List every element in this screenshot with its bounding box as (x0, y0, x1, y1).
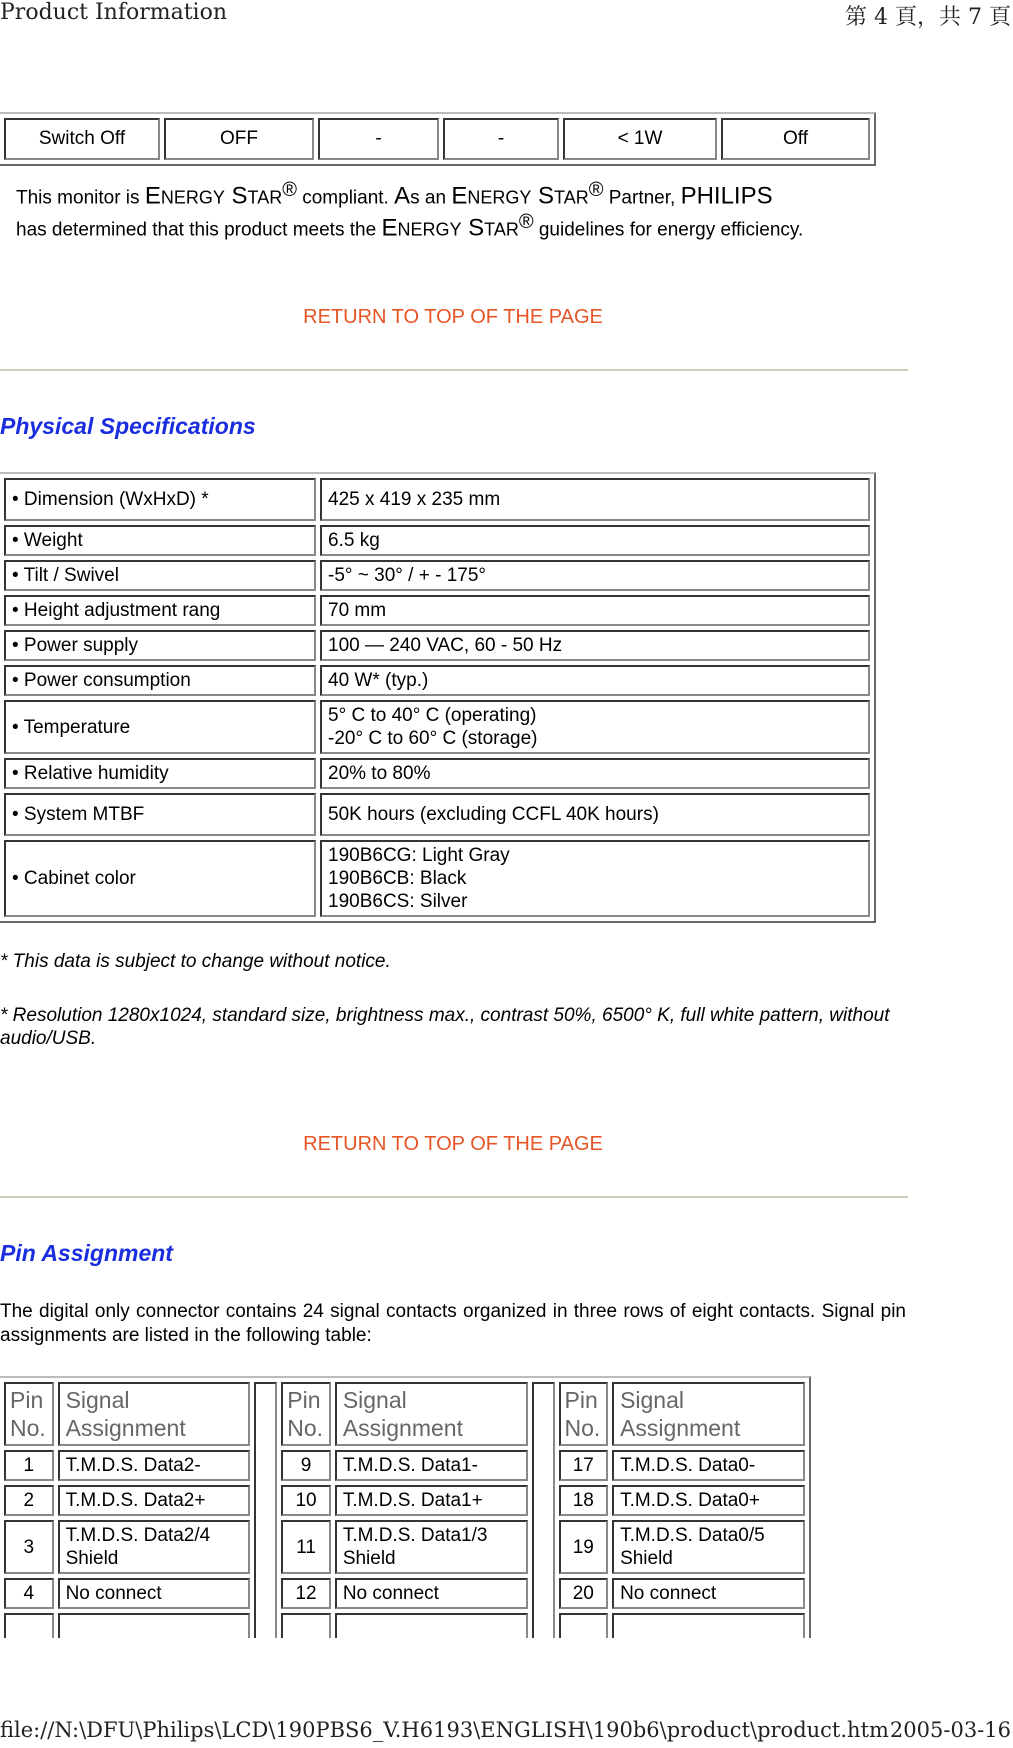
return-to-top-link[interactable]: RETURN TO TOP OF THE PAGE (303, 306, 603, 328)
spec-value-line: 20% to 80% (328, 763, 431, 784)
change-notice: * This data is subject to change without notice. (0, 951, 391, 972)
table-cell: - (318, 118, 439, 160)
table-cell: - (443, 118, 559, 160)
column-header-pin-no: Pin No. (281, 1382, 331, 1446)
pin-number: 10 (281, 1485, 331, 1516)
column-header-signal: Signal Assignment (612, 1382, 805, 1446)
spec-label: • System MTBF (4, 793, 316, 836)
column-header-pin-no: Pin No. (4, 1382, 54, 1446)
pin-assignment-table (0, 1376, 811, 1638)
spec-label: • Relative humidity (4, 758, 316, 789)
spec-label: • Power consumption (4, 665, 316, 696)
spec-value (320, 700, 870, 754)
pin-number (281, 1613, 331, 1638)
table-row (4, 1485, 805, 1516)
spec-value (320, 595, 870, 626)
spec-row (4, 525, 870, 556)
spec-label: • Power supply (4, 630, 316, 661)
pin-number: 1 (4, 1450, 54, 1481)
table-row (4, 1450, 805, 1481)
pin-number: 2 (4, 1485, 54, 1516)
spec-label: • Height adjustment rang (4, 595, 316, 626)
signal-assignment (58, 1613, 251, 1638)
spec-row (4, 758, 870, 789)
column-header-signal: Signal Assignment (335, 1382, 528, 1446)
divider (0, 369, 908, 371)
spec-value-line: 190B6CB: Black (328, 868, 467, 889)
signal-assignment: T.M.D.S. Data1+ (335, 1485, 528, 1516)
page-header-title: Product Information (0, 0, 228, 25)
spec-value-line: -20° C to 60° C (storage) (328, 728, 538, 749)
spec-value-line: 6.5 kg (328, 530, 380, 551)
philips-brand: PHILIPS (680, 182, 773, 210)
spec-value (320, 840, 870, 917)
table-row (4, 1520, 805, 1574)
signal-assignment: No connect (612, 1578, 805, 1609)
spec-value (320, 758, 870, 789)
column-header-pin-no: Pin No. (559, 1382, 609, 1446)
spec-row (4, 700, 870, 754)
table-cell: < 1W (563, 118, 717, 160)
spec-value-line: 100 — 240 VAC, 60 - 50 Hz (328, 635, 563, 656)
pin-number: 11 (281, 1520, 331, 1574)
pin-assignment-intro: The digital only connector contains 24 signal contacts organized in three rows of eight contacts. Signal pin assignments are listed in the following table: (0, 1301, 906, 1346)
spec-value-line: 40 W* (typ.) (328, 670, 429, 691)
pin-number: 12 (281, 1578, 331, 1609)
spec-value (320, 478, 870, 521)
pin-number: 3 (4, 1520, 54, 1574)
pin-number: 4 (4, 1578, 54, 1609)
spec-value-line: 70 mm (328, 600, 387, 621)
pin-number: 20 (559, 1578, 609, 1609)
spec-label: • Tilt / Swivel (4, 560, 316, 591)
pin-number (559, 1613, 609, 1638)
spec-value (320, 665, 870, 696)
physical-specs-title: Physical Specifications (0, 413, 256, 439)
spec-value-line: 50K hours (excluding CCFL 40K hours) (328, 804, 659, 825)
spec-value-line: 190B6CS: Silver (328, 891, 468, 912)
pin-table-viewport (0, 1376, 1013, 1638)
signal-assignment: T.M.D.S. Data1- (335, 1450, 528, 1481)
spec-row (4, 840, 870, 917)
spec-row (4, 665, 870, 696)
signal-assignment (335, 1613, 528, 1638)
pin-number: 9 (281, 1450, 331, 1481)
spec-value-line: 425 x 419 x 235 mm (328, 489, 501, 510)
divider (0, 1196, 908, 1198)
page-header-page-count: 第 4 頁，共 7 頁 (845, 5, 1011, 30)
pin-table-header (4, 1382, 805, 1446)
table-cell: Off (721, 118, 870, 160)
spec-value-line: -5° ~ 30° / + - 175° (328, 565, 486, 586)
column-header-signal: Signal Assignment (58, 1382, 251, 1446)
table-cell: OFF (164, 118, 314, 160)
spec-row (4, 560, 870, 591)
signal-assignment: T.M.D.S. Data0/5 Shield (612, 1520, 805, 1574)
spec-value-line: 190B6CG: Light Gray (328, 845, 510, 866)
spec-label: • Temperature (4, 700, 316, 754)
signal-assignment: T.M.D.S. Data2/4 Shield (58, 1520, 251, 1574)
page-footer-date: 2005-03-16 (889, 1718, 1011, 1742)
table-row (4, 1613, 805, 1638)
return-to-top-link[interactable]: RETURN TO TOP OF THE PAGE (303, 1133, 603, 1155)
table-cell: Switch Off (4, 118, 160, 160)
signal-assignment: No connect (58, 1578, 251, 1609)
spec-value-line: 5° C to 40° C (operating) (328, 705, 537, 726)
pin-number: 18 (559, 1485, 609, 1516)
spec-label: • Weight (4, 525, 316, 556)
signal-assignment (612, 1613, 805, 1638)
pin-number: 17 (559, 1450, 609, 1481)
page-footer-file-path: file://N:\DFU\Philips\LCD\190PBS6_V.H6193\ENGLISH\190b6\product\product.htm (0, 1718, 889, 1742)
spec-row (4, 595, 870, 626)
signal-assignment: T.M.D.S. Data2+ (58, 1485, 251, 1516)
spec-value (320, 560, 870, 591)
signal-assignment: No connect (335, 1578, 528, 1609)
physical-specs-table (0, 472, 876, 923)
spec-row (4, 793, 870, 836)
spec-value (320, 630, 870, 661)
spec-label: • Cabinet color (4, 840, 316, 917)
signal-assignment: T.M.D.S. Data2- (58, 1450, 251, 1481)
column-gap (254, 1382, 277, 1638)
spec-value (320, 793, 870, 836)
pin-number: 19 (559, 1520, 609, 1574)
spec-row (4, 478, 870, 521)
power-management-table (0, 112, 876, 166)
resolution-footnote: * Resolution 1280x1024, standard size, brightness max., contrast 50%, 6500° K, full white pattern, without audio/USB. (0, 1005, 890, 1049)
signal-assignment: T.M.D.S. Data0+ (612, 1485, 805, 1516)
pin-number (4, 1613, 54, 1638)
signal-assignment: T.M.D.S. Data1/3 Shield (335, 1520, 528, 1574)
table-row (4, 1578, 805, 1609)
spec-value (320, 525, 870, 556)
column-gap (532, 1382, 555, 1638)
spec-row (4, 630, 870, 661)
pin-assignment-title: Pin Assignment (0, 1240, 173, 1266)
spec-label: • Dimension (WxHxD) * (4, 478, 316, 521)
signal-assignment: T.M.D.S. Data0- (612, 1450, 805, 1481)
table-row (4, 118, 870, 160)
energy-star-statement: This monitor is ENERGY STAR® compliant. As an ENERGY STAR® Partner, PHILIPS has determined that this product meets the ENERGY STAR® guidelines for energy efficiency. (16, 179, 804, 242)
